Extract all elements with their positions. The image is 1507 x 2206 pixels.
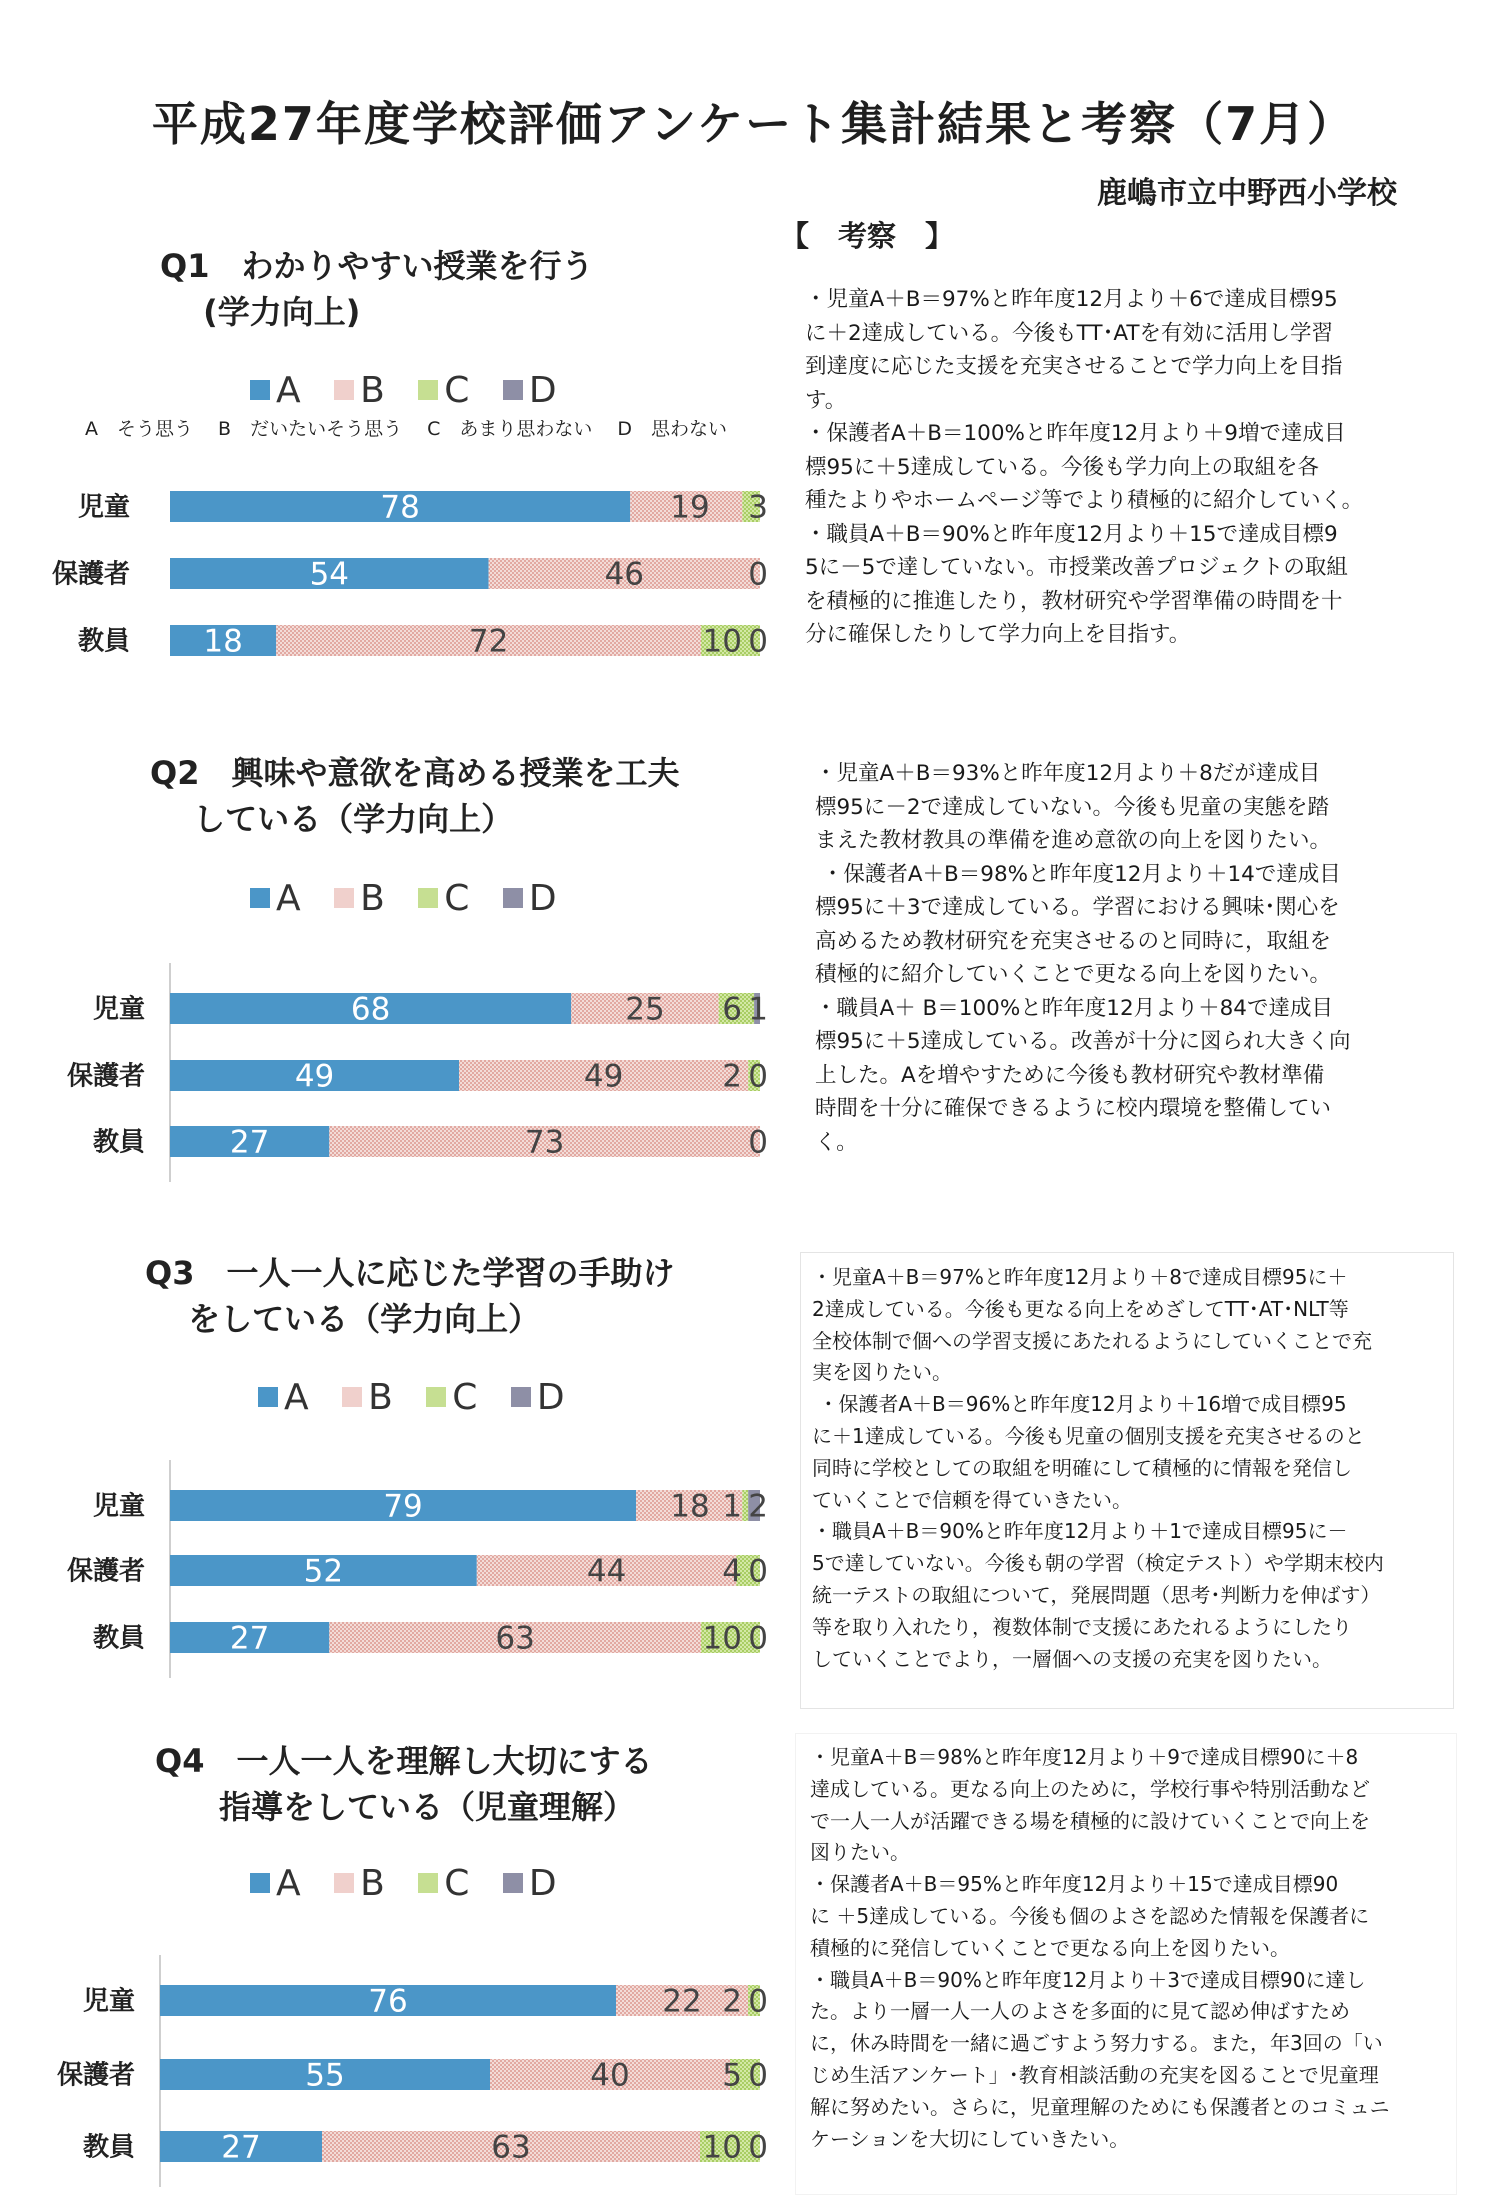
chart-3-category-label: 保護者: [66, 1556, 145, 1587]
legend-d: D: [503, 370, 557, 411]
chart-2-data-label: 0: [748, 1124, 768, 1161]
chart-3-category-label: 教員: [92, 1623, 145, 1654]
chart-3-data-label: 2: [748, 1488, 768, 1525]
chart-2-data-label: 49: [294, 1058, 335, 1095]
legend-a: A: [250, 878, 301, 919]
chart-2-data-label: 25: [625, 991, 665, 1028]
chart-4-data-label: 10: [702, 2129, 742, 2166]
kosatsu-heading: 【 考察 】: [780, 219, 955, 253]
legend-d: D: [511, 1377, 565, 1418]
chart-4-data-label: 0: [748, 2129, 768, 2166]
legend-b: B: [334, 878, 385, 919]
chart-2-data-label: 0: [748, 1058, 768, 1095]
chart-3-data-label: 63: [495, 1620, 535, 1657]
chart-1-data-label: 78: [380, 489, 420, 526]
chart-3-data-label: 79: [383, 1488, 423, 1525]
chart-1-data-label: 0: [748, 556, 768, 593]
chart-4-data-label: 55: [305, 2057, 345, 2094]
legend-b: B: [342, 1377, 393, 1418]
chart-2-category-label: 児童: [92, 994, 145, 1025]
chart-2-data-label: 1: [748, 991, 768, 1028]
chart-4-data-label: 0: [748, 1983, 768, 2020]
legend-a: A: [250, 1863, 301, 1904]
legend-a: A: [258, 1377, 309, 1418]
q2-title: Q2 興味や意欲を高める授業を工夫 している（学力向上）: [150, 754, 680, 838]
chart-3-data-label: 0: [748, 1553, 768, 1590]
chart-1-category-label: 教員: [77, 626, 130, 657]
chart-3-data-label: 27: [229, 1620, 270, 1657]
chart-1-data-label: 72: [468, 623, 509, 660]
chart-1-data-label: 0: [748, 623, 768, 660]
q3-comment: ・児童A＋B＝97%と昨年度12月より＋8で達成目標95に＋ 2達成している。今後も更なる向上をめざしてTT･AT･NLT等 全校体制で個への学習支援にあたれるようにしていくことで充 実を図りたい。 ・保護者A＋B＝96%と昨年度12月より＋16増で成目標95 に＋1達成している。今後も児童の個別支援を充実させるのと 同時に学校としての取組を明確にして積極的に情報を発信し ていくことで信頼を得ていきたい。 ・職員A＋B＝90%と昨年度12月より＋1で達成目標95に－ 5で達していない。今後も朝の学習（検定テスト）や学期末校内 統一テストの取組について，発展問題（思考･判断力を伸ばす） 等を取り入れたり，複数体制で支援にあたれるようにしたり していくことでより，一層個への支援の充実を図りたい。: [812, 1265, 1384, 1671]
chart-4-data-label: 2: [722, 1983, 742, 2020]
legend-d: D: [503, 1863, 557, 1904]
chart-1-data-label: 19: [670, 489, 710, 526]
chart-3-data-label: 44: [586, 1553, 627, 1590]
legend-descriptions: A そう思う B だいたいそう思う C あまり思わない D 思わない: [85, 418, 728, 440]
q2-comment: ・児童A＋B＝93%と昨年度12月より＋8だが達成目 標95に－2で達成していない。今後も児童の実態を踏 まえた教材教具の準備を進め意欲の向上を図りたい。 ・保護者A＋B＝98%と昨年度12月より＋14で達成目 標95に＋3で達成している。学習における興味･関心を 高めるため教材研究を充実させるのと同時に，取組を 積極的に紹介していくことで更なる向上を図りたい。 ・職員A＋ B＝100%と昨年度12月より＋84で達成目 標95に＋5達成している。改善が十分に図られ大きく向 上した。Aを増やすために今後も教材研究や教材準備 時間を十分に確保できるように校内環境を整備してい く。: [815, 761, 1351, 1155]
school-name: 鹿嶋市立中野西小学校: [1097, 176, 1397, 211]
chart-3-data-label: 18: [670, 1488, 710, 1525]
chart-1-data-label: 10: [702, 623, 742, 660]
q3-title: Q3 一人一人に応じた学習の手助け をしている（学力向上）: [145, 1254, 675, 1338]
q4-comment: ・児童A＋B＝98%と昨年度12月より＋9で達成目標90に＋8 達成している。更なる向上のために，学校行事や特別活動など で一人一人が活躍できる場を積極的に設けていくことで向上を 図りたい。 ・保護者A＋B＝95%と昨年度12月より＋15で達成目標90 に ＋5達成している。今後も個のよさを認めた情報を保護者に 積極的に発信していくことで更なる向上を図りたい。 ・職員A＋B＝90%と昨年度12月より＋3で達成目標90に達し た。より一層一人一人のよさを多面的に見て認め伸ばすため に，休み時間を一緒に過ごすよう努力する。また，年3回の「い じめ生活アンケート」･教育相談活動の充実を図ることで児童理 解に努めたい。さらに，児童理解のためにも保護者とのコミュニ ケーションを大切にしていきたい。: [810, 1745, 1390, 2151]
chart-1-data-label: 3: [748, 489, 768, 526]
legend-c: C: [418, 878, 469, 919]
chart-3-category-label: 児童: [92, 1491, 145, 1522]
chart-4-data-label: 40: [590, 2057, 630, 2094]
chart-2-data-label: 68: [350, 991, 391, 1028]
chart-2-category-label: 保護者: [66, 1061, 145, 1092]
chart-2-category-label: 教員: [92, 1127, 145, 1158]
legend-b: B: [334, 1863, 385, 1904]
chart-2-data-label: 27: [229, 1124, 270, 1161]
legend-c: C: [418, 370, 469, 411]
chart-2-data-label: 2: [722, 1058, 742, 1095]
chart-3-data-label: 10: [702, 1620, 742, 1657]
chart-3-data-label: 1: [722, 1488, 742, 1525]
chart-1-data-label: 54: [309, 556, 350, 593]
chart-2-data-label: 73: [524, 1124, 565, 1161]
legend-c: C: [426, 1377, 477, 1418]
chart-3-data-label: 0: [748, 1620, 768, 1657]
chart-3-data-label: 52: [303, 1553, 344, 1590]
legend-d: D: [503, 878, 557, 919]
chart-4-data-label: 63: [491, 2129, 531, 2166]
q4-title: Q4 一人一人を理解し大切にする 指導をしている（児童理解）: [155, 1742, 653, 1826]
chart-1-data-label: 46: [604, 556, 645, 593]
chart-4-data-label: 5: [722, 2057, 742, 2094]
chart-1-data-label: 18: [203, 623, 243, 660]
q1-comment: ・児童A＋B＝97%と昨年度12月より＋6で達成目標95 に＋2達成している。今後もTT･ATを有効に活用し学習 到達度に応じた支援を充実させることで学力向上を目指 す。 ・保護者A＋B＝100%と昨年度12月より＋9増で達成目 標95に＋5達成している。今後も学力向上の取組を各 種たよりやホームページ等でより積極的に紹介していく。 ・職員A＋B＝90%と昨年度12月より＋15で達成目標9 5に－5で達していない。市授業改善プロジェクトの取組 を積極的に推進したり，教材研究や学習準備の時間を十 分に確保したりして学力向上を目指す。: [805, 287, 1364, 647]
chart-4-data-label: 76: [368, 1983, 408, 2020]
legend-b: B: [334, 370, 385, 411]
chart-3-data-label: 4: [722, 1553, 742, 1590]
legend-a: A: [250, 370, 301, 411]
chart-4-data-label: 0: [748, 2057, 768, 2094]
chart-4-category-label: 児童: [82, 1986, 135, 2017]
chart-4-category-label: 保護者: [56, 2060, 135, 2091]
q1-title: Q1 わかりやすい授業を行う (学力向上): [160, 247, 594, 331]
chart-1-category-label: 児童: [77, 492, 130, 523]
page-title: 平成27年度学校評価アンケート集計結果と考察（7月）: [151, 97, 1356, 151]
chart-2-data-label: 6: [722, 991, 742, 1028]
chart-1-category-label: 保護者: [51, 559, 130, 590]
legend-c: C: [418, 1863, 469, 1904]
chart-4-data-label: 22: [662, 1983, 702, 2020]
chart-4-category-label: 教員: [82, 2132, 135, 2163]
chart-4-data-label: 27: [221, 2129, 261, 2166]
chart-2-data-label: 49: [583, 1058, 624, 1095]
